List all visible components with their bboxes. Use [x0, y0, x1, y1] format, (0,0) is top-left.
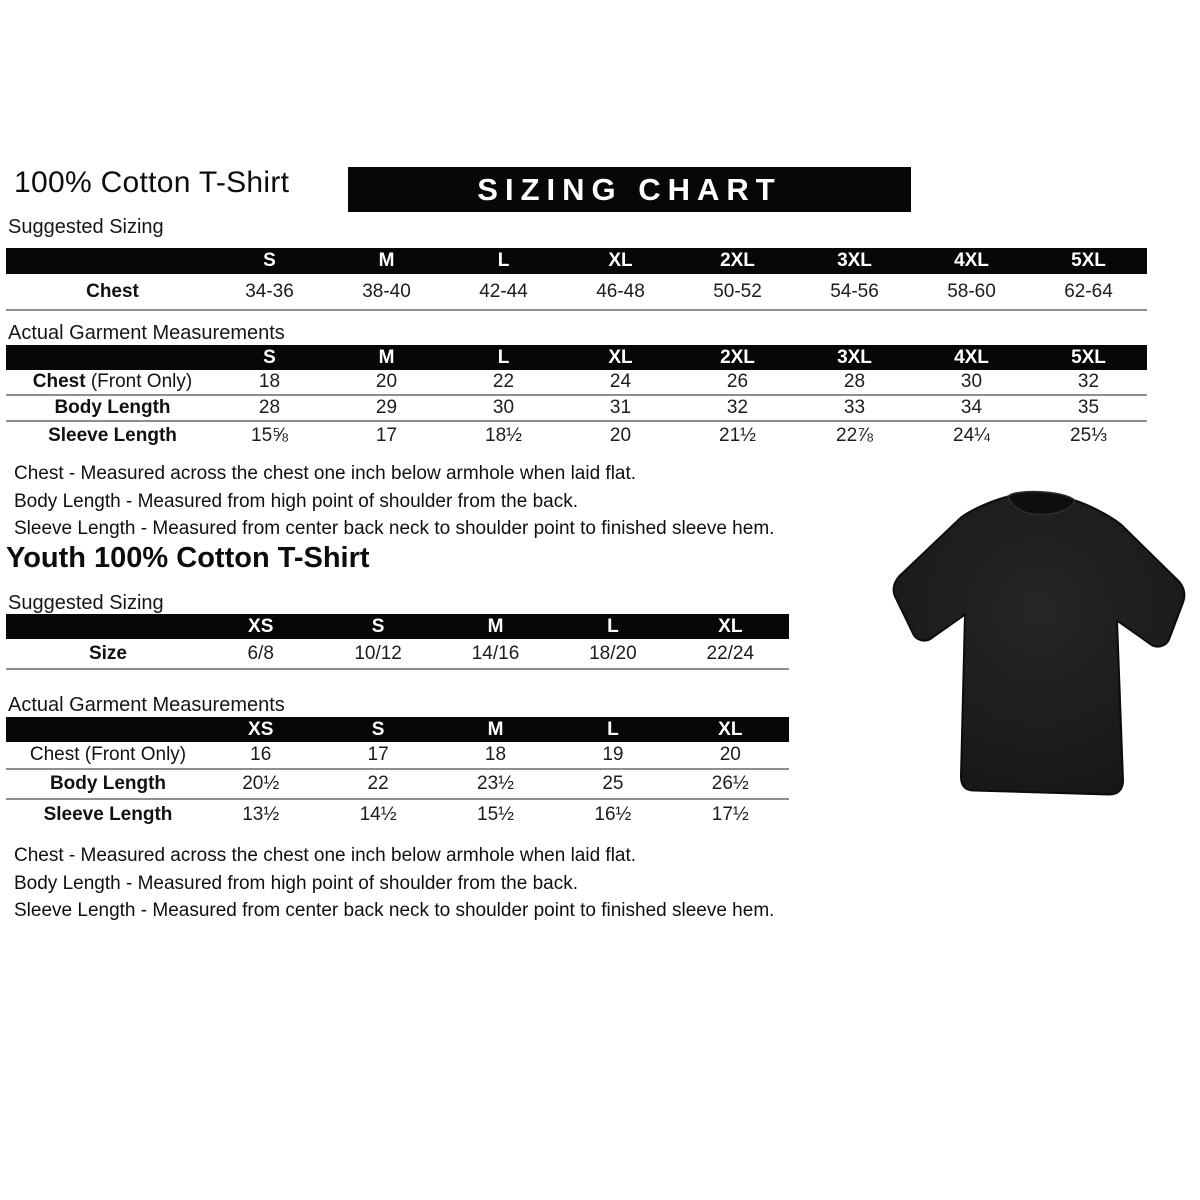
table-cell: 15½ [477, 804, 514, 825]
column-header: 4XL [954, 250, 989, 271]
table-cell: 23½ [477, 773, 514, 794]
column-header: L [497, 250, 510, 271]
table-cell: 18/20 [589, 642, 637, 664]
sizing-chart-banner: SIZING CHART [348, 167, 911, 212]
table-cell: 46-48 [596, 280, 645, 302]
column-header: M [378, 250, 395, 271]
table-cell: 34 [960, 397, 983, 418]
column-header: XL [608, 250, 633, 271]
table-cell: 58-60 [947, 280, 996, 302]
row-label: Chest (Front Only) [32, 371, 193, 392]
table-cell: 25⅓ [1070, 425, 1107, 446]
table-cell: 22/24 [706, 642, 755, 664]
table-cell: 30 [960, 371, 983, 392]
adult-measurement-notes [14, 460, 774, 543]
column-header: M [378, 346, 395, 368]
table-cell: 19 [602, 744, 624, 765]
table-cell: 21½ [719, 425, 756, 446]
table-cell: 16 [250, 744, 272, 765]
table-cell: 15⅝ [251, 425, 288, 446]
column-header: XL [718, 615, 743, 637]
table-cell: 26½ [711, 773, 749, 794]
table-cell: 20½ [242, 773, 280, 794]
table-cell: 18½ [485, 425, 522, 446]
column-header: L [607, 718, 619, 740]
column-header: XL [608, 346, 633, 368]
table-cell: 24 [609, 371, 632, 392]
table-cell: 35 [1077, 397, 1100, 418]
youth-suggested-sizing-label: Suggested Sizing [8, 592, 164, 614]
youth-title: Youth 100% Cotton T-Shirt [6, 542, 370, 574]
youth-suggested-sizing-table [6, 614, 789, 670]
table-cell: 6/8 [247, 642, 274, 664]
table-cell: 33 [843, 397, 866, 418]
table-cell: 13½ [242, 804, 280, 825]
table-cell: 26 [726, 371, 749, 392]
column-header: S [263, 250, 276, 271]
table-row [6, 370, 1147, 396]
table-row [6, 396, 1147, 422]
row-label: Chest [86, 280, 139, 302]
column-header: S [371, 718, 385, 740]
table-cell: 17 [367, 744, 389, 765]
table-cell: 32 [1077, 371, 1100, 392]
table-row [6, 639, 789, 670]
adult-actual-measurements-label: Actual Garment Measurements [8, 322, 285, 344]
table-cell: 22 [492, 371, 515, 392]
column-header: 2XL [720, 250, 755, 271]
note-body-length: Body Length - Measured from high point of shoulder from the back. [14, 872, 578, 894]
column-header: XL [718, 718, 743, 740]
youth-actual-measurements-table [6, 717, 789, 830]
column-header: L [607, 615, 619, 637]
column-header: L [497, 346, 510, 368]
row-label: Chest (Front Only) [29, 744, 187, 765]
column-header: S [371, 615, 385, 637]
table-cell: 28 [258, 397, 281, 418]
column-header: 5XL [1071, 346, 1106, 368]
table-cell: 10/12 [354, 642, 402, 664]
table-row [6, 422, 1147, 450]
note-sleeve-length: Sleeve Length - Measured from center back neck to shoulder point to finished sleeve hem. [14, 518, 775, 539]
table-cell: 14/16 [471, 642, 520, 664]
column-header: 3XL [837, 346, 872, 368]
table-row [6, 770, 789, 800]
table-cell: 54-56 [830, 280, 879, 302]
table-cell: 17 [375, 425, 398, 446]
tshirt-body [894, 497, 1185, 795]
note-chest: Chest - Measured across the chest one inch below armhole when laid flat. [14, 845, 637, 866]
table-cell: 31 [609, 397, 632, 418]
page-title: 100% Cotton T-Shirt [14, 166, 290, 199]
table-cell: 25 [602, 773, 624, 794]
table-cell: 17½ [711, 804, 749, 825]
table-row [6, 274, 1147, 311]
column-header: XS [248, 718, 274, 740]
table-row [6, 742, 789, 770]
table-cell: 20 [609, 425, 632, 446]
adult-suggested-sizing-label: Suggested Sizing [8, 216, 164, 238]
column-header: 3XL [837, 250, 872, 271]
adult-actual-measurements-table [6, 345, 1147, 450]
table-cell: 38-40 [362, 280, 411, 302]
adult-suggested-sizing-table [6, 248, 1147, 311]
table-header-row [6, 717, 789, 742]
column-header: 2XL [720, 346, 755, 368]
table-header-row [6, 345, 1147, 370]
table-cell: 32 [726, 397, 749, 418]
table-header-row [6, 614, 789, 639]
table-cell: 20 [719, 744, 741, 765]
column-header: M [487, 615, 504, 637]
column-header: 4XL [954, 346, 989, 368]
tshirt-image [885, 478, 1190, 813]
row-label: Sleeve Length [48, 425, 177, 446]
youth-actual-measurements-label: Actual Garment Measurements [8, 694, 285, 716]
table-cell: 28 [843, 371, 866, 392]
table-cell: 34-36 [245, 280, 294, 302]
table-header-row [6, 248, 1147, 274]
row-label: Body Length [54, 397, 171, 418]
note-chest: Chest - Measured across the chest one inch below armhole when laid flat. [14, 463, 637, 484]
table-cell: 50-52 [713, 280, 762, 302]
note-sleeve-length: Sleeve Length - Measured from center back neck to shoulder point to finished sleeve hem. [14, 900, 775, 921]
table-cell: 22⅞ [836, 425, 873, 446]
table-cell: 42-44 [479, 280, 528, 302]
table-cell: 30 [492, 397, 515, 418]
table-cell: 18 [258, 371, 281, 392]
table-cell: 62-64 [1064, 280, 1113, 302]
youth-measurement-notes [14, 842, 774, 925]
table-cell: 22 [367, 773, 389, 794]
table-row [6, 800, 789, 830]
table-cell: 24¼ [953, 425, 990, 446]
table-cell: 16½ [594, 804, 632, 825]
row-label: Sleeve Length [43, 804, 173, 825]
table-cell: 18 [484, 744, 507, 765]
column-header: S [263, 346, 276, 368]
row-label: Size [88, 642, 128, 664]
column-header: M [487, 718, 504, 740]
table-cell: 20 [375, 371, 398, 392]
table-cell: 29 [375, 397, 398, 418]
column-header: XS [248, 615, 274, 637]
table-cell: 14½ [359, 804, 397, 825]
row-label: Body Length [49, 773, 167, 794]
column-header: 5XL [1071, 250, 1106, 271]
note-body-length: Body Length - Measured from high point of shoulder from the back. [14, 490, 578, 512]
